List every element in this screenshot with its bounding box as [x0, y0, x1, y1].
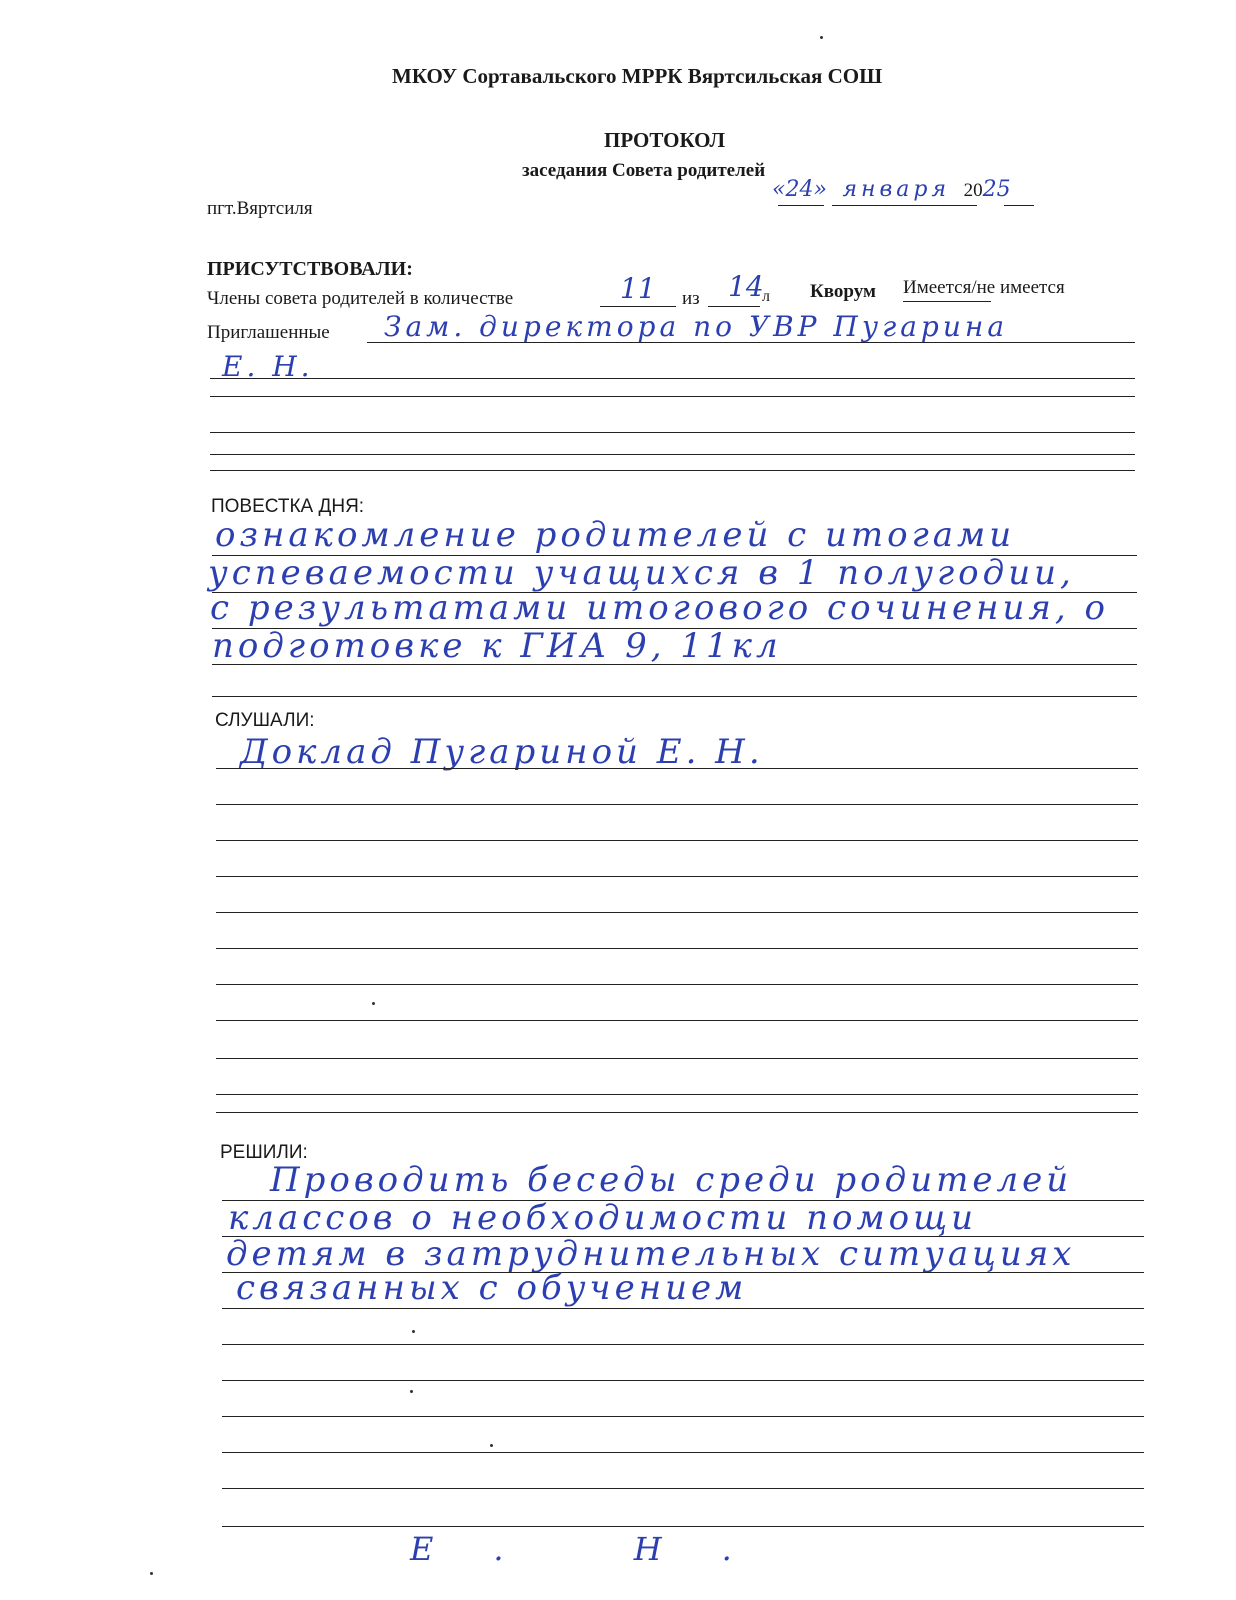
date-day: 24 — [785, 177, 814, 202]
agenda-line-3: с результатами итогового сочинения, о — [210, 588, 1110, 628]
quorum-label: Кворум — [810, 281, 876, 302]
heard-line-1: Доклад Пугариной Е. Н. — [240, 732, 764, 772]
heard-heading: СЛУШАЛИ: — [215, 710, 315, 731]
quorum-value: Имеется/не имеется — [903, 277, 1065, 298]
date-year-prefix: 20 — [963, 180, 983, 201]
people-abbr: л — [762, 288, 770, 305]
scan-speck — [150, 1572, 153, 1575]
members-count: 11 — [620, 272, 656, 305]
agenda-line-4: подготовке к ГИА 9, 11кл — [212, 626, 782, 666]
document-subtitle: заседания Совета родителей — [522, 160, 766, 181]
date-close-quote: » — [813, 177, 827, 202]
decided-heading: РЕШИЛИ: — [220, 1142, 308, 1163]
agenda-line-1: ознакомление родителей с итогами — [215, 515, 1016, 555]
date-year-suffix: 25 — [982, 177, 1011, 202]
invited-label: Приглашенные — [207, 322, 330, 343]
invited-line-2: Е. Н. — [222, 350, 314, 383]
decided-line-3: детям в затруднительных ситуациях — [226, 1234, 1076, 1274]
invited-line-1: Зам. директора по УВР Пугарина — [384, 310, 1009, 343]
meeting-date — [772, 176, 1011, 202]
decided-line-2: классов о необходимости помощи — [228, 1198, 978, 1238]
members-total: 14 — [728, 270, 764, 303]
scan-speck — [820, 36, 823, 39]
scan-speck — [490, 1444, 493, 1447]
scan-speck — [372, 1002, 375, 1005]
decided-line-4: связанных с обучением — [236, 1268, 748, 1308]
signature-marks: Е. Н. — [410, 1530, 792, 1568]
organization-name: МКОУ Сортавальского МРРК Вяртсильская СОШ — [392, 64, 883, 88]
decided-line-1: Проводить беседы среди родителей — [270, 1160, 1073, 1200]
meeting-place: пгт.Вяртсиля — [207, 198, 313, 219]
document-title: ПРОТОКОЛ — [604, 128, 726, 152]
agenda-heading: ПОВЕСТКА ДНЯ: — [211, 496, 365, 517]
members-label: Члены совета родителей в количестве — [207, 288, 514, 309]
scan-speck — [410, 1390, 413, 1393]
scan-speck — [412, 1330, 415, 1333]
date-open-quote: « — [772, 177, 786, 202]
date-month: января — [842, 177, 951, 202]
agenda-line-2: успеваемости учащихся в 1 полугодии, — [208, 553, 1075, 593]
attendance-heading: ПРИСУТСТВОВАЛИ: — [207, 258, 413, 280]
of-label: из — [682, 288, 700, 309]
